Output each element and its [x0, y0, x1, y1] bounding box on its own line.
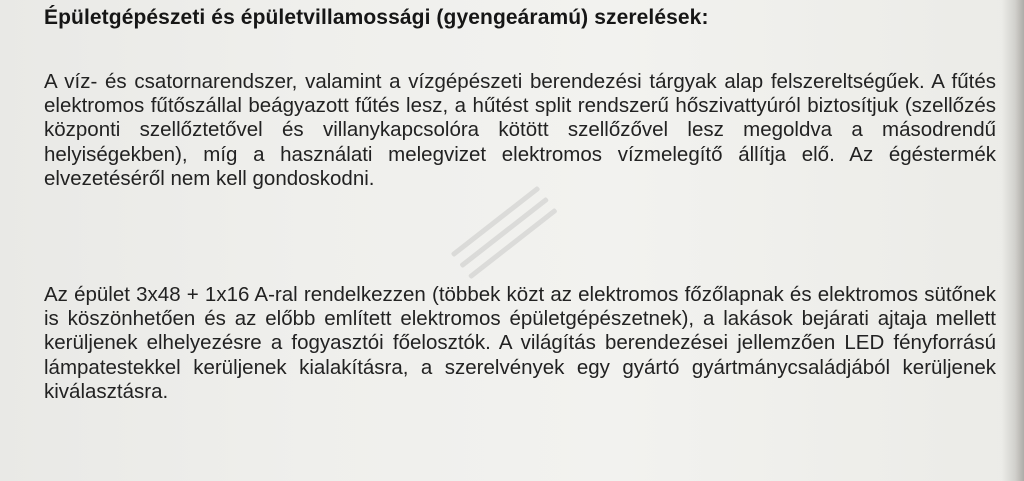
- paragraph-electrical: Az épület 3x48 + 1x16 A-ral rendelkezzen (többek közt az elektromos főzőlapnak és elektromos sütőnek is köszönhetően és az előbb említett elektromos épületgépészetnek), a lakások bejárati ajtaja mellett kerüljenek elhelyezésre a fogyasztói főelosztók. A világítás berendezései jellemzően LED fényforrású lámpatestekkel kerüljenek kialakításra, a szerelvények egy gyártó gyártmánycsaládjából kerüljenek kiválasztásra.: [44, 283, 996, 403]
- paragraph-hvac: A víz- és csatornarendszer, valamint a vízgépészeti berendezési tárgyak alap felszereltségűek. A fűtés elektromos fűtőszállal beágyazott fűtés lesz, a hűtést split rendszerű hőszivattyúról biztosítjuk (szellőzés központi szellőztetővel és villanykapcsolóra kötött szellőzővel lesz megoldva a másodrendű helyiségekben), míg a használati melegvizet elektromos vízmelegítő állítja elő. Az égéstermék elvezetéséről nem kell gondoskodni.: [44, 70, 996, 190]
- page-edge-shadow: [1002, 0, 1024, 481]
- section-heading: Épületgépészeti és épületvillamossági (gyengeáramú) szerelések:: [44, 6, 709, 29]
